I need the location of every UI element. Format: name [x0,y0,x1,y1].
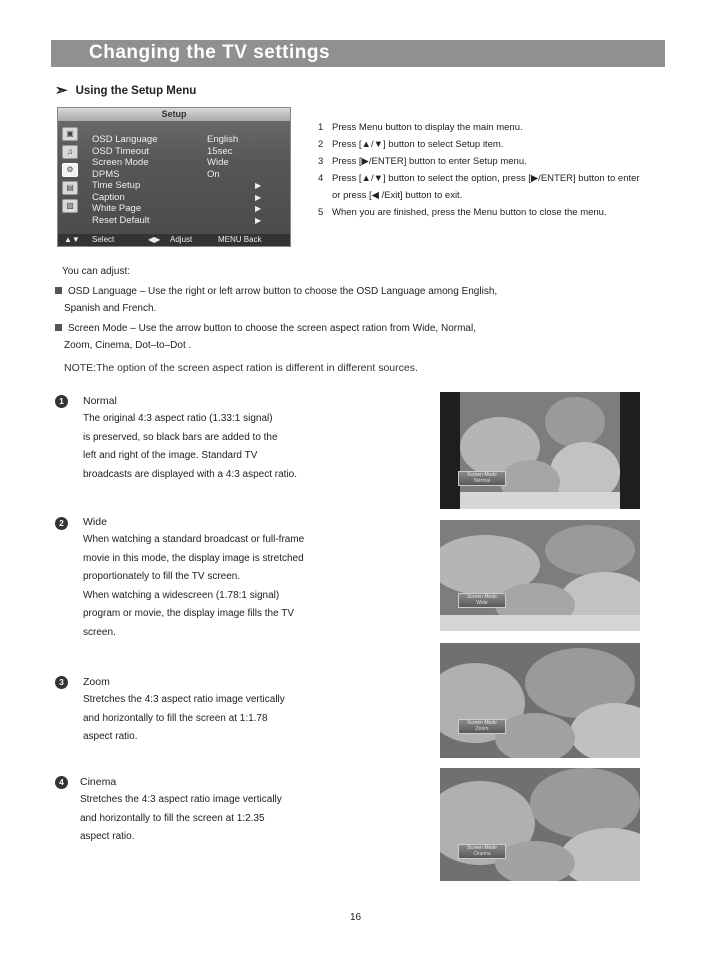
bullet-square-icon [55,287,62,294]
osd-screen-mode-label: Screen Mode Cinema [458,844,506,859]
screen-mode-desc-cont: Zoom, Cinema, Dot–to–Dot . [64,340,192,351]
step-item: 4 Press [▲/▼] button to select the option, press [▶/ENTER] button to enter [318,173,640,184]
setup-menu-footer [58,234,290,246]
screen-normal-image [440,392,640,509]
screen-wide-image [440,520,640,631]
osd-screen-mode-label: Screen Mode Zoom [458,719,506,734]
osd-screen-mode-label: Screen Mode Normal [458,471,506,486]
number-2-icon: 2 [55,517,68,530]
lock-icon: ▤ [62,181,78,195]
option-title-cinema: Cinema [80,776,117,788]
setup-icon: ⚙ [62,163,78,177]
menu-item-osd-language: OSD Language English [92,134,239,145]
chevron-right-icon: ▶ [255,215,262,225]
step-item: 1 Press Menu button to display the main menu. [318,122,523,133]
bullet-square-icon [55,324,62,331]
menu-icon-column [62,127,80,217]
sound-icon: ♫ [62,145,78,159]
left-right-icon: ◀▶ [148,235,161,244]
screen-cinema-image [440,768,640,881]
osd-language-desc-cont: Spanish and French. [64,303,157,314]
number-1-icon: 1 [55,395,68,408]
menu-item-dpms: DPMS On [92,168,220,180]
header-bar [51,40,665,67]
screen-zoom-image [440,643,640,758]
menu-item-caption: Caption ▶ [92,191,262,203]
option-title-wide: Wide [83,516,107,528]
screen-mode-desc: Screen Mode – Use the arrow button to choose the screen aspect ration from Wide, Normal, [55,320,476,337]
number-4-icon: 4 [55,776,68,789]
option-desc-wide: When watching a standard broadcast or full-frame movie in this mode, the display image is stretched proportionately to fill the TV screen. When watching a widescreen (1.78:1 signal) program or movie, the display image fills the TV screen. [83,534,305,638]
step-item: or press [◀ /Exit] button to exit. [332,190,463,201]
page-title: Changing the TV settings [89,42,331,63]
footer-back: MENU Back [218,235,262,244]
setup-menu-title: Setup [58,108,290,121]
arrow-right-icon: ➣ [55,82,68,99]
step-item: 2 Press [▲/▼] button to select Setup item. [318,139,504,150]
note-text: NOTE:The option of the screen aspect ration is different in different sources. [64,362,418,374]
option-title-normal: Normal [83,395,117,407]
adjust-intro: You can adjust: [62,266,131,277]
up-down-icon: ▲▼ [64,235,80,244]
footer-select: Select [92,235,115,244]
footer-adjust: Adjust [170,235,193,244]
page-number: 16 [350,912,362,923]
setup-menu-items [92,134,282,226]
menu-item-screen-mode: Screen Mode Wide [92,157,229,168]
number-3-icon: 3 [55,676,68,689]
chevron-right-icon: ▶ [255,204,262,213]
option-desc-zoom: Stretches the 4:3 aspect ratio image vertically and horizontally to fill the screen at 1:1.78 aspect ratio. [83,694,285,742]
osd-language-desc: OSD Language – Use the right or left arrow button to choose the OSD Language among English, [55,283,497,300]
option-desc-normal: The original 4:3 aspect ratio (1.33:1 signal) is preserved, so black bars are added to the left and right of the image. Standard TV broadcasts are displayed with a 4:3 aspect ratio. [83,413,298,480]
menu-item-white-page: White Page ▶ [92,203,262,214]
step-item: 3 Press [▶/ENTER] button to enter Setup menu. [318,156,527,167]
option-desc-cinema: Stretches the 4:3 aspect ratio image vertically and horizontally to fill the screen at 1:2.35 aspect ratio. [80,794,282,842]
option-title-zoom: Zoom [83,676,110,688]
menu-item-osd-timeout: OSD Timeout 15sec [92,145,233,157]
osd-screen-mode-label: Screen Mode Wide [458,593,506,608]
picture-icon: ▣ [62,127,78,141]
step-item: 5 When you are finished, press the Menu button to close the menu. [318,207,607,218]
menu-item-time-setup: Time Setup ▶ [92,180,262,191]
menu-item-reset-default: Reset Default ▶ [92,214,262,226]
section-heading [55,81,196,99]
chevron-right-icon: ▶ [255,192,262,202]
section-title: Using the Setup Menu [75,85,197,97]
chevron-right-icon: ▶ [255,181,262,190]
steps-list [318,119,678,221]
setup-menu-screenshot [57,107,291,247]
channel-icon: ▧ [62,199,78,213]
